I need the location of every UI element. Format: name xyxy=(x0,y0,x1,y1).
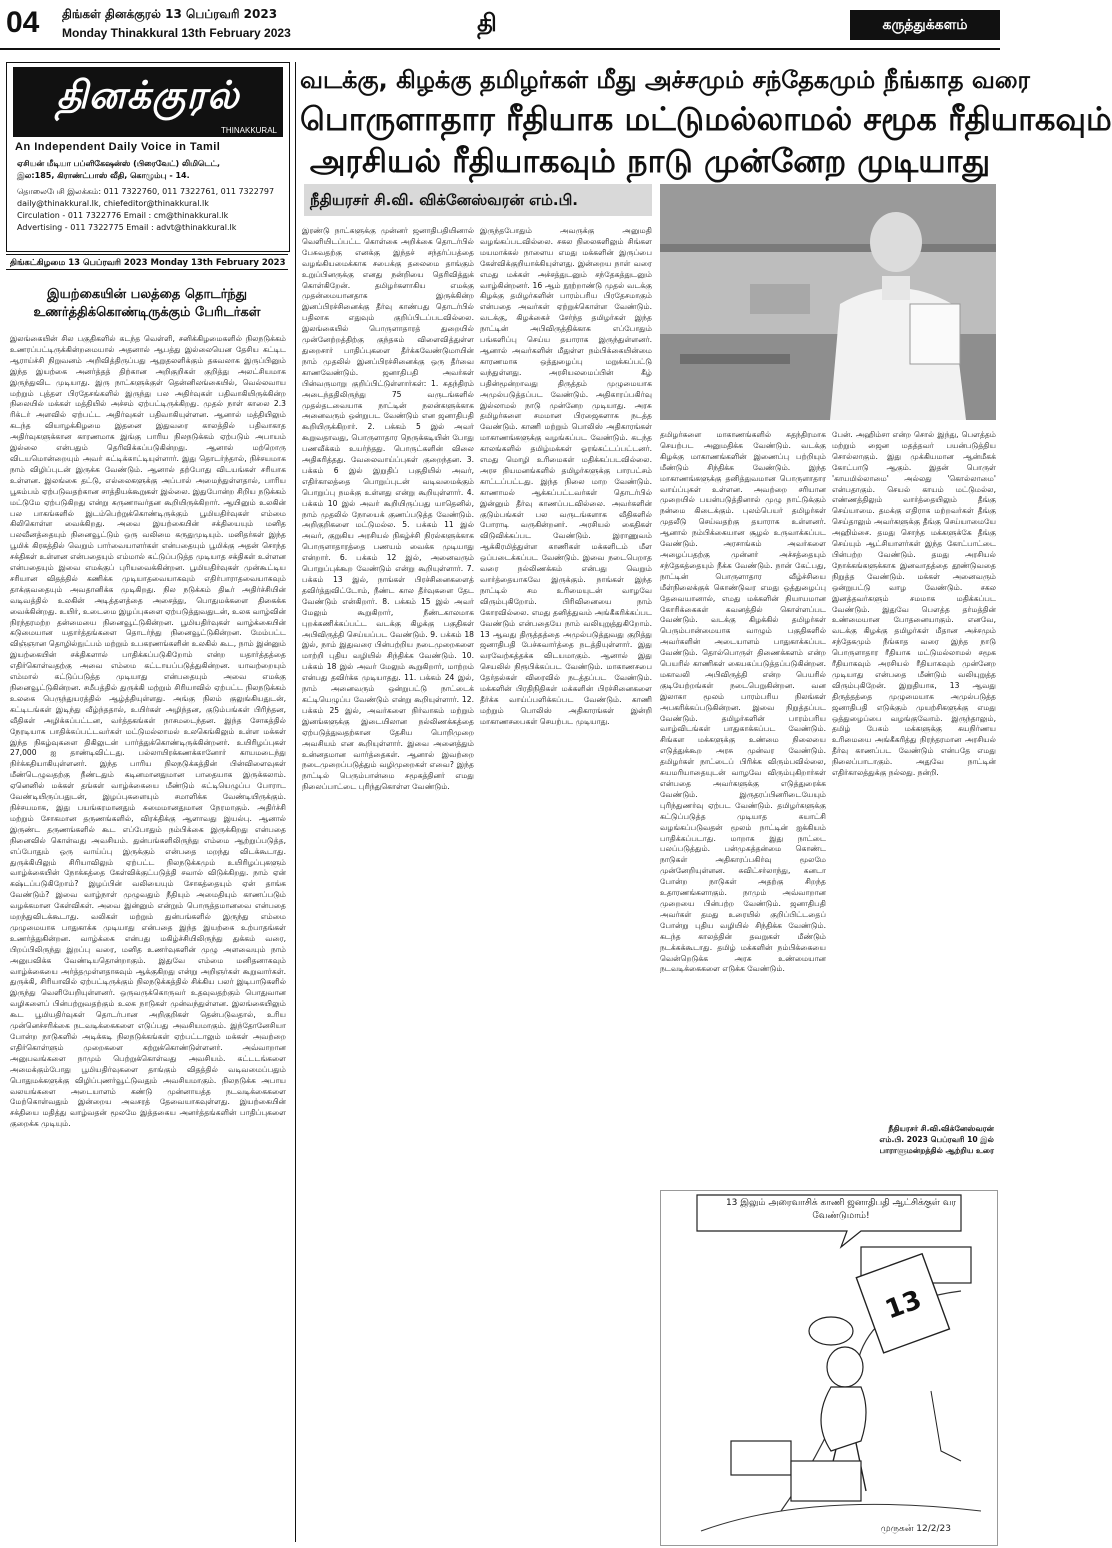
masthead-phone: தொலைபேசி இலக்கம்: 011 7322760, 011 7322761, 011 7322797 xyxy=(17,187,275,196)
masthead-email: daily@thinakkural.lk, chiefeditor@thinakkural.lk xyxy=(17,199,209,208)
article-column-2: இருந்தபோதும் அவருக்கு அனுமதி வழங்கப்படவில்லை. சகல நிலைகளிலும் சிங்கள மயமாக்கல் நாளைய எமது மக்களின் இருப்பை கேள்விக்குறியாக்கியுள்ளது. இன்றைய நாள் வரை எமது மக்கள் அச்சத்துடனும் சந்தேகத்துடனும் வாழ்கின்றனர். 16 ஆம் நூற்றாண்டு முதல் வடக்கு கிழக்கு தமிழர்களின் பாரம்பரிய பிரதேசமாகும் என்பதை அவர்கள் ஏற்றுக்கொள்ள வேண்டும். வடக்கு, கிழக்கைச் சேர்ந்த தமிழர்கள் இந்த நாட்டின் அபிவிருத்திக்காக எப்போதும் பங்களிப்பு செய்ய தயாராக இருந்துள்ளனர். ஆனால் அவர்களின் மீதுள்ள நம்பிக்கையின்மை காரணமாக ஒத்துழைப்பு மறுக்கப்பட்டு வந்துள்ளது. அரசியலமைப்பின் கீழ் பதின்மூன்றாவது திருத்தம் முழுமையாக அமுல்படுத்தப்பட வேண்டும். அதிகாரப்பகிர்வு இல்லாமல் நாடு முன்னேற முடியாது. அரசு தமிழர்களை சமமான பிரஜைகளாக நடத்த வேண்டும். காணி மற்றும் பொலிஸ் அதிகாரங்கள் மாகாணங்களுக்கு வழங்கப்பட வேண்டும். கடந்த காலங்களில் தமிழ்மக்கள் ஓரங்கட்டப்பட்டனர். எமது மொழி உரிமைகள் மதிக்கப்படவில்லை. அரச நியமனங்களில் தமிழர்களுக்கு பாரபட்சம் காட்டப்பட்டது. இந்த நிலை மாற வேண்டும். காணாமல் ஆக்கப்பட்டவர்கள் தொடர்பில் இன்னும் தீர்வு காணப்படவில்லை. அவர்களின் குடும்பங்கள் பல வருடங்களாக வீதிகளில் போராடி வருகின்றனர். அரசியல் கைதிகள் விடுவிக்கப்பட வேண்டும். இராணுவம் ஆக்கிரமித்துள்ள காணிகள் மக்களிடம் மீள ஒப்படைக்கப்பட வேண்டும். இவை நடைபெறாத வரை நல்லிணக்கம் என்பது வெறும் வார்த்தையாகவே இருக்கும். நாங்கள் இந்த நாட்டில் சம உரிமையுடன் வாழவே விரும்புகிறோம். பிரிவினையை நாம் கோரவில்லை. எமது தனித்துவம் அங்கீகரிக்கப்பட வேண்டும் என்பதையே நாம் வலியுறுத்துகிறோம். 13 ஆவது திருத்தத்தை அமுல்படுத்துவது குறித்து ஜனாதிபதி பேச்சுவார்த்தை நடத்தியுள்ளார். இது வரவேற்கத்தக்க விடயமாகும். ஆனால் இது செயலில் நிரூபிக்கப்பட வேண்டும். மாகாணசபை தேர்தல்கள் விரைவில் நடத்தப்பட வேண்டும். மக்களின் பிரதிநிதிகள் மக்களின் பிரச்சினைகளை தீர்க்க வாய்ப்பளிக்கப்பட வேண்டும். காணி மற்றும் பொலிஸ் அதிகாரங்கள் இன்றி மாகாணசபைகள் செயற்பட முடியாது. xyxy=(480,226,652,726)
masthead-circulation: Circulation - 011 7322776 Email : cm@thinakkural.lk xyxy=(17,211,229,220)
masthead-publisher: ஏசியன் மீடியா பப்ளிகேஷன்ஸ் (பிரைவேட்) லிமிடெட், xyxy=(17,159,221,168)
masthead-logo xyxy=(13,67,283,137)
article-column-4: பேன். அஹிம்சா என்ற சொல் இந்து, பௌத்தம் மற்றும் ஜைன மதத்தவர் பயன்படுத்திய சொல்லாகும். இது முக்கியமான ஆன்மீகக் கோட்பாடு ஆகும். இதன் பொருள் 'காயமில்லாமை' அல்லது 'கொல்லாமை' என்பதாகும். செயல் காயம் மட்டுமல்ல, எண்ணத்திலும் வார்த்தையிலும் தீங்கு செய்யாமை. தமக்கு எதிராக மற்றவர்கள் தீங்கு செய்தாலும் அவர்களுக்கு தீங்கு செய்யாமையே அஹிம்சை. தமது சொந்த மக்களுக்கே தீங்கு செய்யும் ஆட்சியாளர்கள் இந்த கோட்பாட்டை பின்பற்ற வேண்டும். தமது அரசியல் நோக்கங்களுக்காக இனவாதத்தை தூண்டுவதை நிறுத்த வேண்டும். மக்கள் அனைவரும் ஒன்றுபட்டு வாழ வேண்டும். சகல இனத்தவர்களும் சமமாக மதிக்கப்பட வேண்டும். இதுவே பௌத்த தர்மத்தின் உண்மையான போதனையாகும். எனவே, வடக்கு கிழக்கு தமிழர்கள் மீதான அச்சமும் சந்தேகமும் நீங்காத வரை இந்த நாடு பொருளாதார ரீதியாக மட்டுமல்லாமல் சமூக ரீதியாகவும் அரசியல் ரீதியாகவும் முன்னேற முடியாது என்பதை மீண்டும் வலியுறுத்த விரும்புகிறேன். இறுதியாக, 13 ஆவது திருத்தத்தை முழுமையாக அமுல்படுத்த ஜனாதிபதி எடுக்கும் முயற்சிகளுக்கு எமது ஒத்துழைப்பை வழங்குவோம். இருந்தாலும், தமிழ் பேசும் மக்களுக்கு சுயநிர்ணய உரிமையை அங்கீகரித்து நிரந்தரமான அரசியல் தீர்வு காணப்பட வேண்டும் என்பதே எமது நிலைப்பாடாகும். அதுவே நாட்டின் எதிர்காலத்துக்கு நல்லது. நன்றி. xyxy=(832,430,996,778)
article-column-1: இரண்டு நாட்களுக்கு முன்னர் ஜனாதிபதியினால் வெளியிடப்பட்ட கொள்கை அறிக்கை தொடர்பில் பேசுவதற்கு எனக்கு இந்தச் சந்தர்ப்பத்தை வழங்கியமைக்காக சபைக்கு தலைமை தாங்கும் உறுப்பினருக்கு எனது நன்றியை தெரிவித்துக் கொள்கிறேன். தமிழர்களாகிய எமக்கு முதன்மையானதாக இருக்கின்ற இனப்பிரச்சினைக்கு தீர்வு காண்பது தொடர்பில் பதிலாக எதுவும் குறிப்பிடப்படவில்லை. இலங்கையில் பொருளாதாரத் துறையில் முன்னேற்றத்திற்கு குந்தகம் விளைவித்துள்ள துறைசார் பாதிப்புகளை தீர்க்கவேண்டுமாயின் நாம் முதலில் இனப்பிரச்சினைக்கு ஒரு தீர்வை காணவேண்டும். ஜனாதிபதி அவர்கள் பின்வருமாறு குறிப்பிட்டுள்ளார்கள்: 1. சுதந்திரம் அடைந்ததிலிருந்து 75 வருடங்களில் முதல்தடவையாக நாட்டின் நலன்களுக்காக அனைவரும் ஒன்றுபட வேண்டும் என ஜனாதிபதி கூறியிருக்கிறார். 2. பக்கம் 5 இல் அவர் கூறுவதாவது, பொருளாதார நெருக்கடியின் போது பணவீக்கம் உயர்ந்தது. பொருட்களின் விலை அதிகரித்தது. வேலைவாய்ப்புகள் குறைந்தன. 3. பக்கம் 6 இல் இறுதிப் பகுதியில் அவர், எதிர்காலத்தை பொறுப்புடன் வடிவமைக்கும் பொறுப்பு நமக்கு உள்ளது என்று கூறியுள்ளார். 4. பக்கம் 10 இல் அவர் கூறியிருப்பது யாதெனில், நாம் முதலில் நோயைக் குணப்படுத்த வேண்டும். அறிகுறிகளை மட்டுமல்ல. 5. பக்கம் 11 இல் அவர், குறுகிய அரசியல் நிகழ்ச்சி நிரல்களுக்காக பொருளாதாரத்தை பணயம் வைக்க முடியாது என்றார். 6. பக்கம் 12 இல், அனைவரும் பொறுப்புக்கூற வேண்டும் என்று கூறியுள்ளார். 7. பக்கம் 13 இல், நாங்கள் பிரச்சினைகளைத் தவிர்த்துவிட்டோம், நீண்ட கால தீர்வுகளை தேட வேண்டும் என்கிறார். 8. பக்கம் 15 இல் அவர் மேலும் கூறுகிறார், நீண்டகாலமாக புறக்கணிக்கப்பட்ட வடக்கு கிழக்கு பகுதிகள் அபிவிருத்தி செய்யப்பட வேண்டும். 9. பக்கம் 18 இல், நாம் இதுவரை பின்பற்றிய நடைமுறைகளை மாற்றி புதிய வழியில் சிந்திக்க வேண்டும். 10. பக்கம் 18 இல் அவர் மேலும் கூறுகிறார், மாற்றம் என்பது தவிர்க்க முடியாதது. 11. பக்கம் 24 இல், நாம் அனைவரும் ஒன்றுபட்டு நாட்டைக் கட்டியெழுப்ப வேண்டும் என்று கூறியுள்ளார். 12. பக்கம் 25 இல், அவர்களை நிர்வாகம் மற்றும் இனங்களுக்கு இடையிலான நல்லிணக்கத்தை ஏற்படுத்துவதற்கான தேசிய பொறிமுறை அவசியம் என கூறியுள்ளார். இவை அனைத்தும் உன்னதமான வார்த்தைகள். ஆனால் இவற்றை நடைமுறைப்படுத்தும் வழிமுறைகள் எவை? இந்த நாட்டில் பெரும்பான்மை சமூகத்தினர் எமது நிலைப்பாட்டை புரிந்துகொள்ள வேண்டும். xyxy=(302,226,474,792)
masthead-dateline: திங்கட்கிழமை 13 பெப்ரவரி 2023 Monday 13th February 2023 xyxy=(6,254,288,270)
article-sign-line-2: எம்.பி. 2023 பெப்ரவரி 10 இல் xyxy=(879,1134,994,1144)
cartoon-drawing-icon xyxy=(661,1191,997,1545)
editorial-body: இலங்கையின் சில பகுதிகளில் கடந்த வெள்ளி, சனிக்கிழமைகளில் நிலநடுக்கம் உணரப்பட்டிருக்கின்றமையால் அதனால் ஆபத்து இல்லையென தேசிய கட்டிட ஆராய்ச்சி நிறுவனம் அறிவித்திருப்பது ஆறுதலளிக்கும் தகவலாக இருப்பினும் இந்த இயற்கை அனர்த்தத் திற்கான அறிகுறிகள் குறித்து அலட்சியமாக இருந்துவிட முடியாது. இரு நாட்களுக்குள் தென்னிலங்கையில், வெல்லவாய மற்றும் புத்தள பிரதேசங்களில் இருந்து பல அதிர்வுகள் பதிவாகியிருக்கின்ற நிலையில் மக்கள் மத்தியில் அச்சம் ஏற்பட்டிருக்கிறது. முதல் நாள் காலை 2.3 ரிக்டர் அளவில் ஏற்பட்ட அதிர்வுகள் பதிவாகியுள்ளன. ஆனால் மத்தியிலும் கடந்த வியாழக்கிழமை இதனை இதுவரை காலத்தில் பதிவாகாத அதிர்வுகளுக்கான காரணமாக இங்கு பாரிய நிலநடுக்கம் ஏற்படும் அபாயம் இல்லை என்பதும் தெரிவிக்கப்படுகின்றது. ஆனால் மற்றொரு விடயமொன்றையும் அவர் சுட்டிக்காட்டியுள்ளார். இது தொடர்ந்தால், நிச்சயமாக நாம் விழிப்புடன் இருக்க வேண்டும். ஆனால் தற்போது விடயங்கள் சரியாக உள்ளன. இலங்கை தட்டு, எல்லைகளுக்கு அப்பால் அமைந்துள்ளதால், பாரிய பூகம்பம் ஏற்படுவதற்கான சாத்தியக்கூறுகள் இல்லை. இதுபோன்ற சிறிய நடுக்கம் மட்டுமே ஏற்படுகிறது என்று கருணாவர்தன கூறியிருக்கிறார். ஆயினும் உலகின் பல பாகங்களில் இடம்பெற்றுக்கொண்டிருக்கும் பூமியதிர்வுகள் எம்மை கிலிகொள்ள வைக்கிறது. அவை இயற்கையின் சக்தியையும் மனித பலவீனத்தையும் நினைவூட்டும் ஒரு வலிமை கருதுமுடியும். மனிதர்கள் இந்த பூமிக் கிரகத்தில் வெறும் பார்வையாளர்கள் என்பதையும் பூமிக்கு அதன் சொந்த சக்திகள் உள்ளன என்பதையும் எம்மால் கட்டுப்படுத்த முடியாத சக்திகள் உள்ளன என்பதையும் இவை எமக்குப் புரியவைக்கின்றன. பூமியதிர்வுகள் முன்கூட்டிய சரியான விதத்தில் கணிக்க முடியாதவையாகவும் எதிர்பாராதவையாகவும் தாக்குவதையும் அவதானிக்க முடிகிறது. நில நடுக்கம் திடீர் அதிர்ச்சியின் வடிவத்தில் உலகின் அடித்தளத்தை அசைத்து, பொதுமக்களை திகைக்க வைக்கின்றது. உயிர், உடைமை இழப்புகளை ஏற்படுத்துவதுடன், உலக வாழ்வின் நிரந்தரமற்ற தன்மையை நினைவூட்டுகின்றன. பூமியதிர்வுகள் வாழ்க்கையின் கடுமையான யதார்த்தங்களை தொடர்ந்து நினைவூட்டுகின்றன. மேம்பட்ட விஞ்ஞான தொழில்நுட்பம் மற்றும் உபகரணங்களின் உலகில் கூட, நாம் இன்னும் இயற்கையின் சக்திகளால் பாதிக்கப்படுகிறோம் என்ற யதார்த்தத்தை எதிர்கொள்வதற்கு அவை எம்மை கட்டாயப்படுத்துகின்றன. யாவற்றையும் எம்மால் கட்டுப்படுத்த முடியாது என்பதையும் அவை எமக்கு நினைவூட்டுகின்றன. சமீபத்தில் துருக்கி மற்றும் சிரியாவில் ஏற்பட்ட நிலநடுக்கம் உலகை பெருந்துயரத்தில் ஆழ்த்தியுள்ளது. அங்கு நிலம் குலுங்கியதுடன், கட்டிடங்கள் இடிந்து வீழ்ந்ததால், உயிர்கள் அழிந்தன, குடும்பங்கள் பிரிந்தன, வீதிகள் அழிக்கப்பட்டன, வர்த்தகங்கள் நாசமடைந்தன. இந்த சோகத்தில் நேரடியாக பாதிக்கப்பட்டவர்கள் மட்டுமல்லாமல் உலகெங்கிலும் உள்ள மக்கள் இந்த நிகழ்வுகளை திகிலுடன் பார்த்துக்கொண்டிருக்கின்றனர். உயிரிழப்புகள் 27,000 ஐ தாண்டிவிட்டது. பல்லாயிரக்கணக்கானோர் காயமடைந்து நிர்க்கதியாகியுள்ளனர். இந்த பாரிய நிலநடுக்கத்தின் பின்விளைவுகள் மீண்டெழுவதற்கு நீண்டதும் கடினமானதுமான பாதையாக இருக்கலாம். ஏனெனில் மக்கள் தங்கள் வாழ்க்கையை மீண்டும் கட்டியெழுப்ப போராட வேண்டியிருப்பதுடன், இழப்புகளையும் சமாளிக்க வேண்டியிருக்கும். நிச்சயமாக, இது பயங்கரமானதும் சுமைமானதுமான நேரமாகும். அதிர்ச்சி மற்றும் சோகமான தருணங்களில், விரக்திக்கு ஆளாவது இயல்பு. ஆனால் இருண்ட தருணங்களில் கூட எப்போதும் நம்பிக்கை இருக்கிறது என்பதை நினைவில் கொள்வது அவசியம். துன்பங்களிலிருந்து எம்மை ஆற்றுப்படுத்த, எப்போதும் ஒரு வாய்ப்பு இருக்கும் என்பதை மறந்து விடக்கூடாது. துருக்கியிலும் சிரியாவிலும் ஏற்பட்ட நிலநடுக்கமும் உயிரிழப்புகளும் வாழ்க்கையின் நோக்கத்தை கேள்விக்குட்படுத்தி சவால் விடுக்கிறது. நாம் ஏன் கஷ்டப்படுகிறோம்? இழப்பின் வலியையும் சோகத்தையும் ஏன் தாங்க வேண்டும்? இவை வாழ்நாள் முழுவதும் நீதியும் அமைதியும் காணப்படும் வழக்கமான கேள்விகள். அவை இன்னும் என்றும் பொருத்தமானவை என்பதை மறந்துவிடக்கூடாது. வலிகள் மற்றும் துன்பங்களில் இருந்து எம்மை முழுமையாக பாதுகாக்க முடியாது என்பதை இந்த இயற்கை உற்பாதங்கள் உணர்த்துகின்றன. வாழ்க்கை என்பது மகிழ்ச்சியிலிருந்து துக்கம் வரை, பிறப்பிலிருந்து இறப்பு வரை, மனித உணர்வுகளின் முழு அளவையும் நாம் அனுபவிக்க வேண்டியதொன்றாகும். இதுவே எம்மை மனிதனாகவும் வாழ்க்கையை அர்த்தமுள்ளதாகவும் ஆக்குகிறது என்று அறிஞர்கள் கூறுவார்கள். துருக்கி, சிரியாவில் ஏற்பட்டிருக்கும் நிலநடுக்கத்தில் சிக்கிய பலர் இடிபாடுகளில் இருந்து வெளியேறியுள்ளனர். ஒருவருக்கொருவர் உதவுவதற்கும் பொதுவான வழிகளைப் பின்பற்றுவதற்கும் உலக நாடுகள் முன்வந்துள்ளன. இலங்கையிலும் கூட பூமியதிர்வுகள் தொடர்பான அறிகுறிகள் தென்படுவதால், உரிய முன்னெச்சரிக்கை நடவடிக்கைகளை எடுப்பது அவசியமாகும். இந்தோனேசியா போன்ற நாடுகளில் அடிக்கடி நிலநடுக்கங்கள் ஏற்பட்டாலும் மக்கள் அவற்றை எதிர்கொள்ளும் முறைகளை கற்றுக்கொண்டுள்ளனர். அவ்வாறான அனுபவங்களை நாமும் பெற்றுக்கொள்வது அவசியம். கட்டடங்களை அமைக்கும்போது பூமியதிர்வுகளை தாங்கும் விதத்தில் வடிவமைப்பதும் பொதுமக்களுக்கு விழிப்புணர்வூட்டுவதும் அவசியமாகும். நிலநடுக்க அபாய வலயங்களை அடையாளம் கண்டு முன்னாயத்த நடவடிக்கைகளை மேற்கொள்வதும் இன்றைய அவசரத் தேவையாகவுள்ளது. இயற்கையின் சக்தியை மதித்து வாழ்வதன் மூலமே இத்தகைய அனர்த்தங்களின் பாதிப்புகளை குறைக்க முடியும். xyxy=(10,334,286,1129)
headline-line-2: பொருளாதார ரீதியாக மட்டுமல்லாமல் சமூக ரீதியாகவும் xyxy=(300,100,1112,138)
article-byline: நீதியரசர் சி.வி. விக்னேஸ்வரன் எம்.பி. xyxy=(304,184,652,216)
article-sign-line-3: பாராளுமன்றத்தில் ஆற்றிய உரை xyxy=(879,1145,994,1155)
masthead xyxy=(6,62,290,252)
editorial-cartoon xyxy=(660,1190,998,1546)
article-signature xyxy=(838,1124,994,1157)
header-date-english: Monday Thinakkural 13th February 2023 xyxy=(62,26,291,40)
section-label: கருத்துக்களம் xyxy=(850,10,1000,40)
headline-line-3: அரசியல் ரீதியாகவும் நாடு முன்னேற முடியாது xyxy=(309,142,991,180)
page-number: 04 xyxy=(6,6,40,39)
publication-logo-mark: தி xyxy=(477,9,497,37)
article-sign-line-1: நீதியரசர் சி.வி.விக்னேஸ்வரன் xyxy=(888,1124,994,1133)
cartoon-board-label: 13 xyxy=(881,1284,926,1326)
masthead-tagline: An Independent Daily Voice in Tamil xyxy=(15,141,221,153)
page-header xyxy=(0,0,1000,50)
cartoon-speech: 13 இலும் அரைவாசிக் காணி ஜனாதிபதி ஆட்சிக்குள் வர வேண்டுமாம்! xyxy=(725,1198,957,1221)
editorial-title: இயற்கையின் பலத்தை தொடர்ந்து உணர்த்திக்கொண்டிருக்கும் பேரிடர்கள் xyxy=(33,287,261,320)
headline-line-1: வடக்கு, கிழக்கு தமிழர்கள் மீது அச்சமும் சந்தேகமும் நீங்காத வரை xyxy=(300,66,1030,94)
cartoon-signature: முருகன் 12/2/23 xyxy=(880,1524,951,1534)
speaker-photo-icon xyxy=(660,184,996,420)
masthead-address: இல:185, கிராண்ட்பாஸ் வீதி, கொழும்பு - 14. xyxy=(17,171,190,180)
masthead-advertising: Advertising - 011 7322775 Email : advt@thinakkural.lk xyxy=(17,223,237,232)
header-date-tamil: திங்கள் தினக்குரல் 13 பெப்ரவரி 2023 xyxy=(62,7,278,21)
masthead-name: தினக்குரல் xyxy=(56,73,240,117)
column-divider xyxy=(295,62,296,1542)
article-column-3: தமிழர்களை மாகாணங்களில் சுதந்திரமாக செயற்பட அனுமதிக்க வேண்டும். வடக்கு கிழக்கு மாகாணங்களின் இணைப்பு பற்றியும் மீண்டும் சிந்திக்க வேண்டும். இந்த மாகாணங்களுக்கு தனித்துவமான பொருளாதார வாய்ப்புகள் உள்ளன. அவற்றை சரியான முறையில் பயன்படுத்தினால் முழு நாட்டுக்கும் நன்மை கிடைக்கும். புலம்பெயர் தமிழர்கள் முதலீடு செய்வதற்கு தயாராக உள்ளனர். ஆனால் நம்பிக்கையான சூழல் உருவாக்கப்பட வேண்டும். அரசாங்கம் அவர்களை அழைப்பதற்கு முன்னர் அச்சத்தையும் சந்தேகத்தையும் நீக்க வேண்டும். நான் கேட்பது, நாட்டின் பொருளாதார வீழ்ச்சியை மீள்நிலைக்குக் கொண்டுவர எமது ஒத்துழைப்பு தேவையானால், எமது மக்களின் நியாயமான கோரிக்கைகள் கவனத்தில் கொள்ளப்பட வேண்டும். வடக்கு கிழக்கில் தமிழர்கள் பெரும்பான்மையாக வாழும் பகுதிகளில் அவர்களின் அடையாளம் பாதுகாக்கப்பட வேண்டும். தொல்பொருள் திணைக்களம் என்ற பெயரில் காணிகள் கையகப்படுத்தப்படுகின்றன. மகாவலி அபிவிருத்தி என்ற பெயரில் குடியேற்றங்கள் நடைபெறுகின்றன. வன இலாகா மூலம் பாரம்பரிய நிலங்கள் அபகரிக்கப்படுகின்றன. இவை நிறுத்தப்பட வேண்டும். தமிழர்களின் பாரம்பரிய வாழ்விடங்கள் பாதுகாக்கப்பட வேண்டும். சிங்கள மக்களுக்கு உண்மை நிலையை எடுத்துக்கூற அரசு முன்வர வேண்டும். தமிழர்கள் நாட்டைப் பிரிக்க விரும்பவில்லை, சுயமரியாதையுடன் வாழவே விரும்புகிறார்கள் என்பதை அவர்களுக்கு எடுத்துரைக்க வேண்டும். இருதரப்பினரிடையேயும் புரிந்துணர்வு ஏற்பட வேண்டும். தமிழர்களுக்கு கட்டுப்படுத்த முடியாத சுயாட்சி வழங்கப்படுவதன் மூலம் நாட்டின் ஐக்கியம் பாதிக்கப்படாது. மாறாக இது நாட்டை பலப்படுத்தும். பன்முகத்தன்மை கொண்ட நாடுகள் அதிகாரப்பகிர்வு மூலமே முன்னேறியுள்ளன. சுவிட்சர்லாந்து, கனடா போன்ற நாடுகள் அதற்கு சிறந்த உதாரணங்களாகும். நாமும் அவ்வாறான முறையை பின்பற்ற வேண்டும். ஜனாதிபதி அவர்கள் தமது உரையில் குறிப்பிட்டதைப் போன்று புதிய வழியில் சிந்திக்க வேண்டும். கடந்த காலத்தின் தவறுகள் மீண்டும் நடக்கக்கூடாது. தமிழ் மக்களின் நம்பிக்கையை வென்றெடுக்க அரசு உண்மையான நடவடிக்கைகளை எடுக்க வேண்டும். xyxy=(660,430,826,974)
masthead-sub-english: THINAKKURAL xyxy=(220,126,277,135)
speaker-photo xyxy=(660,184,996,420)
